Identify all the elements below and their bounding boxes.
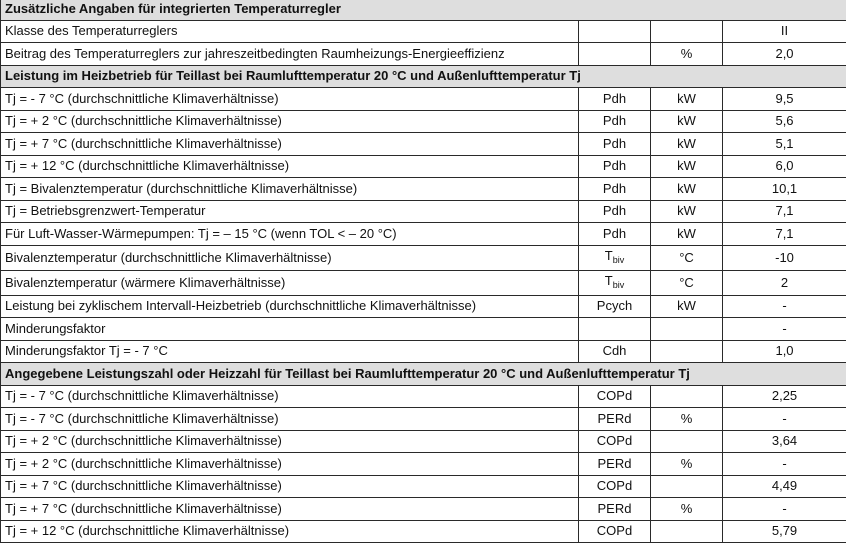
- table-row: [1, 200, 846, 223]
- row-label: Tj = + 12 °C (durchschnittliche Klimaverhältnisse): [1, 520, 579, 543]
- row-value: -: [723, 453, 846, 476]
- row-value: 5,6: [723, 110, 846, 133]
- row-value: 4,49: [723, 475, 846, 498]
- table-row: [1, 223, 846, 246]
- row-unit: kW: [651, 295, 723, 318]
- row-unit: %: [651, 498, 723, 521]
- table-row: [1, 498, 846, 521]
- section-header-row: [1, 65, 846, 88]
- row-value: 5,1: [723, 133, 846, 156]
- symbol-text: Pdh: [602, 158, 627, 174]
- row-label: Beitrag des Temperaturreglers zur jahreszeitbedingten Raumheizungs-Energieeffizienz: [1, 43, 579, 66]
- row-unit: °C: [651, 270, 723, 295]
- symbol-text: Pdh: [602, 203, 627, 219]
- row-value: 10,1: [723, 178, 846, 201]
- row-label: Tj = - 7 °C (durchschnittliche Klimaverhältnisse): [1, 88, 579, 111]
- row-value: -10: [723, 245, 846, 270]
- symbol-subscript: biv: [612, 279, 625, 290]
- symbol-text: T: [604, 272, 613, 288]
- symbol-text: COPd: [596, 388, 633, 404]
- row-symbol: [579, 155, 651, 178]
- table-row: [1, 245, 846, 270]
- row-label: Tj = Betriebsgrenzwert-Temperatur: [1, 200, 579, 223]
- section-header-row: [1, 363, 846, 386]
- table-row: [1, 475, 846, 498]
- row-unit: %: [651, 408, 723, 431]
- row-unit: kW: [651, 133, 723, 156]
- table-row: [1, 520, 846, 543]
- row-value: 7,1: [723, 200, 846, 223]
- row-label: Tj = + 7 °C (durchschnittliche Klimaverhältnisse): [1, 475, 579, 498]
- table-row: [1, 318, 846, 341]
- row-unit: %: [651, 453, 723, 476]
- row-value: 6,0: [723, 155, 846, 178]
- row-value: 9,5: [723, 88, 846, 111]
- section-title: Leistung im Heizbetrieb für Teillast bei Raumlufttemperatur 20 °C und Außenlufttemperatur Tj: [1, 65, 846, 88]
- row-symbol: [579, 408, 651, 431]
- table-row: [1, 110, 846, 133]
- row-value: 2,25: [723, 385, 846, 408]
- row-label: Tj = - 7 °C (durchschnittliche Klimaverhältnisse): [1, 385, 579, 408]
- symbol-text: PERd: [597, 455, 632, 471]
- symbol-text: Pdh: [602, 180, 627, 196]
- symbol-text: COPd: [596, 433, 633, 449]
- row-unit: %: [651, 43, 723, 66]
- row-label: Tj = - 7 °C (durchschnittliche Klimaverhältnisse): [1, 408, 579, 431]
- row-label: Bivalenztemperatur (durchschnittliche Klimaverhältnisse): [1, 245, 579, 270]
- row-unit: [651, 385, 723, 408]
- row-symbol: [579, 245, 651, 270]
- table-body: [1, 0, 846, 543]
- table-row: [1, 155, 846, 178]
- row-symbol: [579, 178, 651, 201]
- row-symbol: [579, 295, 651, 318]
- table-row: [1, 453, 846, 476]
- symbol-text: T: [604, 247, 613, 263]
- row-unit: [651, 340, 723, 363]
- row-label: Tj = + 2 °C (durchschnittliche Klimaverhältnisse): [1, 453, 579, 476]
- section-title: Zusätzliche Angaben für integrierten Temperaturregler: [1, 0, 846, 20]
- row-unit: [651, 20, 723, 43]
- row-symbol: [579, 385, 651, 408]
- table-row: [1, 20, 846, 43]
- row-unit: °C: [651, 245, 723, 270]
- row-value: 3,64: [723, 430, 846, 453]
- row-value: -: [723, 498, 846, 521]
- row-unit: kW: [651, 200, 723, 223]
- row-unit: [651, 318, 723, 341]
- table-row: [1, 43, 846, 66]
- row-unit: [651, 520, 723, 543]
- section-header-row: [1, 0, 846, 20]
- symbol-text: Pdh: [602, 225, 627, 241]
- table-row: [1, 430, 846, 453]
- row-symbol: [579, 475, 651, 498]
- row-symbol: [579, 88, 651, 111]
- row-symbol: [579, 430, 651, 453]
- row-symbol: [579, 270, 651, 295]
- row-symbol: [579, 133, 651, 156]
- row-label: Tj = + 7 °C (durchschnittliche Klimaverhältnisse): [1, 498, 579, 521]
- table-row: [1, 408, 846, 431]
- row-unit: kW: [651, 110, 723, 133]
- row-unit: kW: [651, 178, 723, 201]
- row-unit: [651, 430, 723, 453]
- row-symbol: [579, 453, 651, 476]
- row-unit: [651, 475, 723, 498]
- symbol-text: Pdh: [602, 135, 627, 151]
- symbol-subscript: biv: [612, 254, 625, 265]
- table-row: [1, 178, 846, 201]
- symbol-text: COPd: [596, 478, 633, 494]
- symbol-text: Pdh: [602, 113, 627, 129]
- row-value: 7,1: [723, 223, 846, 246]
- row-label: Tj = + 2 °C (durchschnittliche Klimaverhältnisse): [1, 430, 579, 453]
- symbol-text: PERd: [597, 500, 632, 516]
- row-symbol: [579, 498, 651, 521]
- row-label: Leistung bei zyklischem Intervall-Heizbetrieb (durchschnittliche Klimaverhältnisse): [1, 295, 579, 318]
- symbol-text: PERd: [597, 410, 632, 426]
- table-row: [1, 385, 846, 408]
- row-label: Für Luft-Wasser-Wärmepumpen: Tj = – 15 °C (wenn TOL < – 20 °C): [1, 223, 579, 246]
- row-unit: kW: [651, 88, 723, 111]
- row-symbol: [579, 520, 651, 543]
- row-symbol: [579, 340, 651, 363]
- row-value: 2,0: [723, 43, 846, 66]
- row-value: -: [723, 295, 846, 318]
- symbol-text: Pdh: [602, 90, 627, 106]
- row-label: Tj = + 12 °C (durchschnittliche Klimaverhältnisse): [1, 155, 579, 178]
- table-row: [1, 88, 846, 111]
- row-unit: kW: [651, 223, 723, 246]
- row-label: Tj = + 7 °C (durchschnittliche Klimaverhältnisse): [1, 133, 579, 156]
- row-label: Klasse des Temperaturreglers: [1, 20, 579, 43]
- table-row: [1, 340, 846, 363]
- table-row: [1, 295, 846, 318]
- row-value: 5,79: [723, 520, 846, 543]
- table-row: [1, 270, 846, 295]
- symbol-text: Cdh: [602, 343, 627, 359]
- table-row: [1, 133, 846, 156]
- row-value: -: [723, 408, 846, 431]
- row-label: Bivalenztemperatur (wärmere Klimaverhältnisse): [1, 270, 579, 295]
- row-symbol: [579, 20, 651, 43]
- row-unit: kW: [651, 155, 723, 178]
- row-label: Minderungsfaktor Tj = - 7 °C: [1, 340, 579, 363]
- section-title: Angegebene Leistungszahl oder Heizzahl für Teillast bei Raumlufttemperatur 20 °C und Außenlufttemperatur Tj: [1, 363, 846, 386]
- row-symbol: [579, 43, 651, 66]
- row-symbol: [579, 200, 651, 223]
- row-value: -: [723, 318, 846, 341]
- row-label: Tj = Bivalenztemperatur (durchschnittliche Klimaverhältnisse): [1, 178, 579, 201]
- row-label: Tj = + 2 °C (durchschnittliche Klimaverhältnisse): [1, 110, 579, 133]
- row-symbol: [579, 223, 651, 246]
- symbol-text: COPd: [596, 523, 633, 539]
- row-symbol: [579, 110, 651, 133]
- row-value: 2: [723, 270, 846, 295]
- row-symbol: [579, 318, 651, 341]
- row-label: Minderungsfaktor: [1, 318, 579, 341]
- symbol-text: Pcych: [596, 298, 633, 314]
- row-value: 1,0: [723, 340, 846, 363]
- row-value: II: [723, 20, 846, 43]
